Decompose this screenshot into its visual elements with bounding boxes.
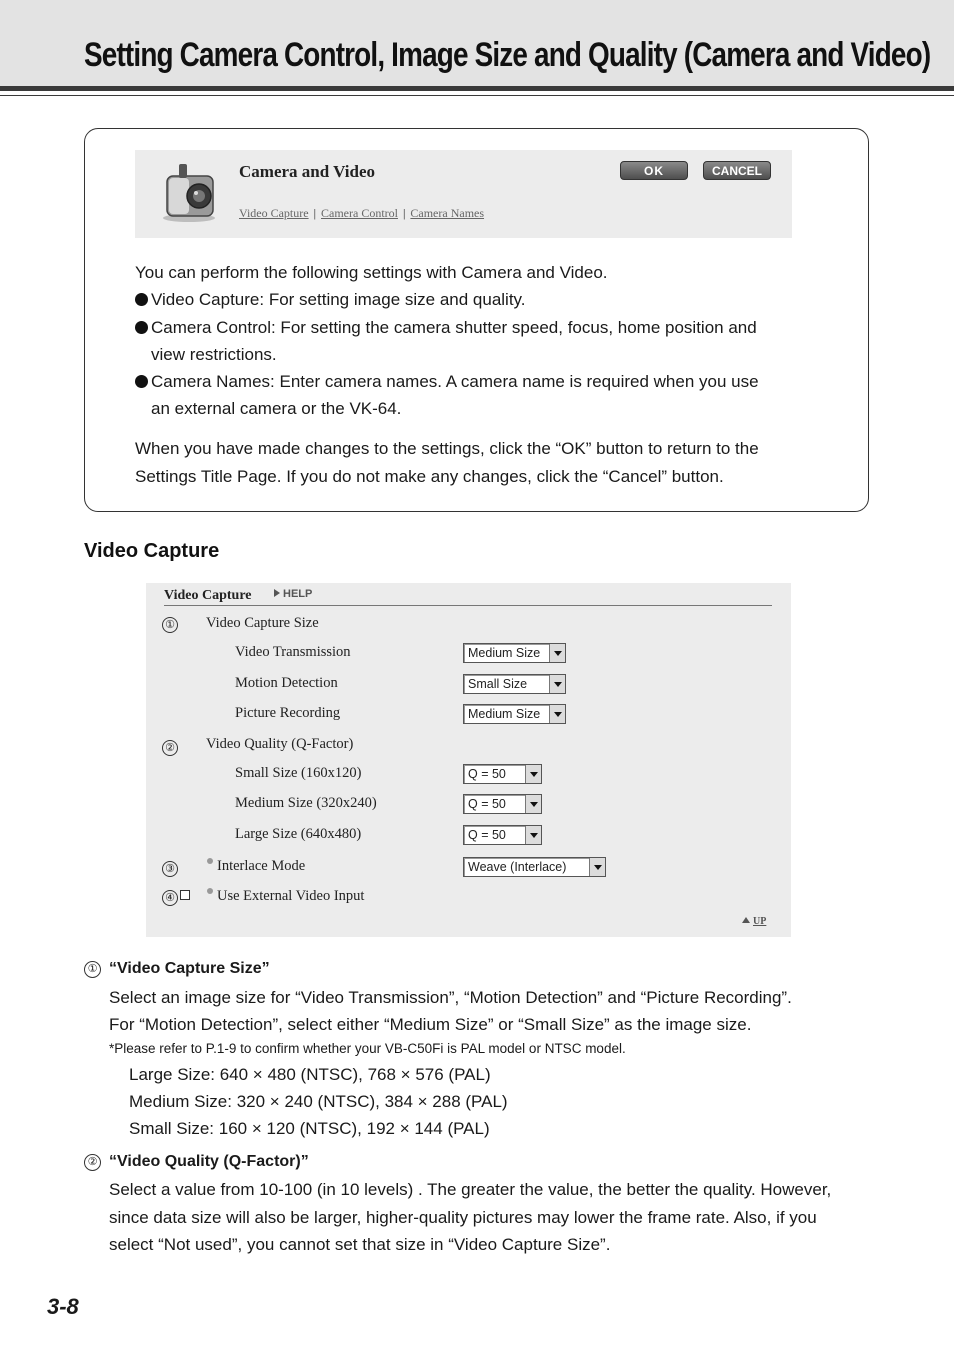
help-link[interactable]: HELP	[274, 588, 312, 600]
marker-2: ②	[162, 739, 178, 756]
link-camera-names[interactable]: Camera Names	[410, 206, 485, 220]
bullet-dot	[135, 293, 148, 306]
label-external-video-input: Use External Video Input	[207, 888, 364, 905]
select-q-large[interactable]: Q = 50	[463, 825, 542, 845]
page-number: 3-8	[47, 1294, 79, 1319]
bullet-dot	[135, 321, 148, 334]
intro-lead: You can perform the following settings with Camera and Video.	[135, 263, 608, 282]
select-q-medium[interactable]: Q = 50	[463, 794, 542, 814]
section-heading-video-capture: Video Capture	[84, 540, 220, 562]
link-separator: |	[402, 206, 406, 220]
bullet-video-capture: Video Capture: For setting image size and quality.	[135, 286, 526, 313]
up-link[interactable]: UP	[742, 916, 766, 927]
note2-line-1: Select a value from 10-100 (in 10 levels) . The greater the value, the better the quality. However,	[109, 1180, 832, 1199]
group-label-quality: Video Quality (Q-Factor)	[206, 736, 354, 752]
camera-video-title: Camera and Video	[239, 162, 375, 181]
video-capture-panel	[146, 583, 791, 937]
intro-closing-1: When you have made changes to the settings, click the “OK” button to return to the	[135, 439, 759, 458]
note1-heading: ① “Video Capture Size”	[84, 960, 270, 978]
panel-divider	[164, 605, 772, 606]
link-video-capture[interactable]: Video Capture	[239, 206, 309, 220]
bullet-camera-names: Camera Names: Enter camera names. A camera name is required when you use	[135, 368, 759, 395]
bullet-dot	[135, 375, 148, 388]
link-separator: |	[313, 206, 316, 220]
select-motion-detection[interactable]: Small Size	[463, 674, 566, 694]
group-label-capture-size: Video Capture Size	[206, 615, 319, 631]
chevron-down-icon[interactable]	[525, 795, 541, 813]
label-large-size: Large Size (640x480)	[235, 826, 362, 842]
label-picture-recording: Picture Recording	[235, 705, 341, 721]
note1-marker: ①	[84, 961, 101, 978]
chevron-down-icon[interactable]	[525, 765, 541, 783]
chevron-down-icon[interactable]	[525, 826, 541, 844]
chevron-down-icon[interactable]	[549, 705, 565, 723]
label-interlace-mode: Interlace Mode	[207, 858, 305, 875]
marker-3: ③	[162, 860, 178, 877]
label-video-transmission: Video Transmission	[235, 644, 351, 660]
radio-dot-icon	[207, 858, 213, 864]
bullet-camera-names-cont: an external camera or the VK-64.	[151, 399, 402, 418]
marker-4: ④	[162, 889, 190, 906]
external-input-checkbox[interactable]	[180, 890, 190, 900]
video-capture-panel-title: Video Capture	[164, 588, 252, 603]
camera-video-panel	[135, 150, 792, 238]
note2-line-2: since data size will also be larger, higher-quality pictures may lower the frame rate. Also, if you	[109, 1208, 817, 1227]
chevron-down-icon[interactable]	[549, 644, 565, 662]
camera-icon	[157, 160, 221, 224]
note2-heading: ② “Video Quality (Q-Factor)”	[84, 1153, 309, 1171]
note1-footnote: *Please refer to P.1-9 to confirm whether your VB-C50Fi is PAL model or NTSC model.	[109, 1041, 626, 1056]
chevron-down-icon[interactable]	[589, 858, 605, 876]
note1-size-medium: Medium Size: 320 × 240 (NTSC), 384 × 288 (PAL)	[129, 1092, 508, 1111]
radio-dot-icon	[207, 888, 213, 894]
cancel-button[interactable]: CANCEL	[703, 161, 771, 180]
link-camera-control[interactable]: Camera Control	[321, 206, 398, 220]
header-rule-thin	[0, 95, 954, 96]
note1-line-1: Select an image size for “Video Transmission”, “Motion Detection” and “Picture Recording”.	[109, 988, 792, 1007]
marker-1: ①	[162, 616, 178, 633]
bullet-camera-control-cont: view restrictions.	[151, 345, 277, 364]
select-picture-recording[interactable]: Medium Size	[463, 704, 566, 724]
note1-size-small: Small Size: 160 × 120 (NTSC), 192 × 144 (PAL)	[129, 1119, 490, 1138]
label-motion-detection: Motion Detection	[235, 675, 338, 691]
header-rule-thick	[0, 86, 954, 91]
note1-size-large: Large Size: 640 × 480 (NTSC), 768 × 576 (PAL)	[129, 1065, 491, 1084]
page-title: Setting Camera Control, Image Size and Quality (Camera and Video)	[84, 36, 931, 74]
camera-video-links	[239, 206, 484, 221]
select-q-small[interactable]: Q = 50	[463, 764, 542, 784]
intro-closing-2: Settings Title Page. If you do not make any changes, click the “Cancel” button.	[135, 467, 724, 486]
chevron-down-icon[interactable]	[549, 675, 565, 693]
label-medium-size: Medium Size (320x240)	[235, 795, 377, 811]
select-video-transmission[interactable]: Medium Size	[463, 643, 566, 663]
ok-button[interactable]: OK	[620, 161, 688, 180]
label-small-size: Small Size (160x120)	[235, 765, 362, 781]
bullet-camera-control: Camera Control: For setting the camera shutter speed, focus, home position and	[135, 314, 757, 341]
note2-line-3: select “Not used”, you cannot set that size in “Video Capture Size”.	[109, 1235, 611, 1254]
select-interlace-mode[interactable]: Weave (Interlace)	[463, 857, 606, 877]
note1-line-2: For “Motion Detection”, select either “Medium Size” or “Small Size” as the image size.	[109, 1015, 752, 1034]
note2-marker: ②	[84, 1154, 101, 1171]
